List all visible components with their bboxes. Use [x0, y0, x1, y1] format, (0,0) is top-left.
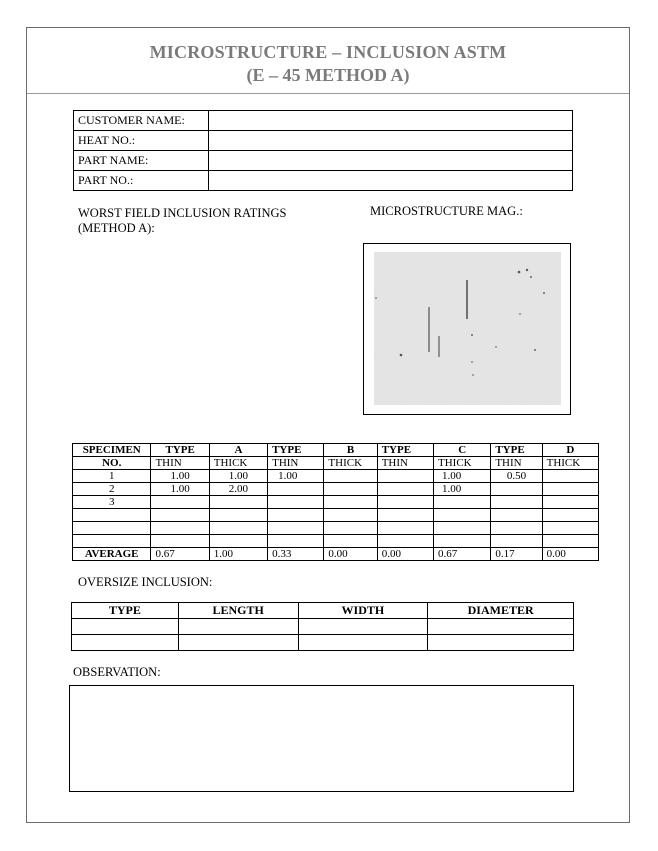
- rating-cell[interactable]: 1.00: [434, 470, 491, 483]
- type-b-label: TYPE: [268, 444, 324, 457]
- specimen-no: [73, 509, 151, 522]
- specimen-no: 2: [73, 483, 151, 496]
- average-cell: 0.67: [151, 548, 209, 561]
- rating-cell[interactable]: 1.00: [151, 470, 209, 483]
- rating-cell[interactable]: 2.00: [209, 483, 267, 496]
- average-cell: 0.33: [268, 548, 324, 561]
- sub-header: THIN: [377, 457, 433, 470]
- rating-cell[interactable]: [377, 509, 433, 522]
- microstructure-mag-label: MICROSTRUCTURE MAG.:: [370, 204, 523, 218]
- sub-header: THIN: [268, 457, 324, 470]
- oversize-diameter-header: DIAMETER: [428, 603, 574, 619]
- rating-cell[interactable]: [324, 509, 377, 522]
- rating-cell[interactable]: [151, 522, 209, 535]
- rating-cell[interactable]: [491, 483, 542, 496]
- info-row: [74, 131, 573, 151]
- rating-cell[interactable]: 1.00: [209, 470, 267, 483]
- oversize-cell[interactable]: [72, 619, 179, 635]
- sub-header: THICK: [434, 457, 491, 470]
- type-c-letter: C: [434, 444, 491, 457]
- customer-name-field[interactable]: [209, 111, 573, 131]
- customer-info-table: [73, 110, 573, 191]
- info-row: [74, 111, 573, 131]
- oversize-width-header: WIDTH: [298, 603, 428, 619]
- oversize-cell[interactable]: [72, 635, 179, 651]
- rating-cell[interactable]: [491, 509, 542, 522]
- specimen-header: SPECIMEN: [73, 444, 151, 457]
- type-a-letter: A: [209, 444, 267, 457]
- sub-header: THIN: [491, 457, 542, 470]
- oversize-cell[interactable]: [298, 619, 428, 635]
- heat-no-field[interactable]: [209, 131, 573, 151]
- info-row: [74, 171, 573, 191]
- rating-cell[interactable]: 1.00: [151, 483, 209, 496]
- average-cell: 1.00: [209, 548, 267, 561]
- rating-cell[interactable]: 1.00: [268, 470, 324, 483]
- observation-box[interactable]: [69, 685, 574, 792]
- rating-cell[interactable]: [377, 483, 433, 496]
- rating-cell[interactable]: [324, 535, 377, 548]
- worst-field-line2: (METHOD A):: [78, 221, 155, 235]
- type-c-label: TYPE: [377, 444, 433, 457]
- rating-cell[interactable]: [151, 496, 209, 509]
- microstructure-image: [364, 244, 570, 414]
- rating-cell[interactable]: [434, 496, 491, 509]
- rating-cell[interactable]: [542, 483, 598, 496]
- report-title: MICROSTRUCTURE – INCLUSION ASTM: [149, 42, 507, 62]
- rating-cell[interactable]: [542, 470, 598, 483]
- rating-cell[interactable]: [209, 535, 267, 548]
- rating-cell[interactable]: [377, 470, 433, 483]
- rating-cell[interactable]: [377, 522, 433, 535]
- specimen-no: [73, 522, 151, 535]
- observation-label: OBSERVATION:: [73, 665, 161, 679]
- rating-cell[interactable]: [209, 496, 267, 509]
- sub-header: THIN: [151, 457, 209, 470]
- average-cell: 0.00: [542, 548, 598, 561]
- rating-cell[interactable]: [268, 509, 324, 522]
- average-cell: 0.00: [324, 548, 377, 561]
- sub-header: THICK: [542, 457, 598, 470]
- sub-header: THICK: [324, 457, 377, 470]
- part-name-label: PART NAME:: [74, 151, 209, 171]
- part-name-field[interactable]: [209, 151, 573, 171]
- ratings-average-row: [73, 548, 599, 561]
- rating-cell[interactable]: [542, 496, 598, 509]
- rating-cell[interactable]: [324, 483, 377, 496]
- specimen-no: [73, 535, 151, 548]
- microstructure-image-frame: [363, 243, 571, 415]
- worst-field-label: [78, 206, 286, 236]
- oversize-cell[interactable]: [428, 635, 574, 651]
- rating-cell[interactable]: [268, 522, 324, 535]
- rating-cell[interactable]: 0.50: [491, 470, 542, 483]
- rating-cell[interactable]: [434, 509, 491, 522]
- specimen-no-header: NO.: [73, 457, 151, 470]
- info-row: [74, 151, 573, 171]
- report-header: [27, 28, 629, 94]
- average-label: AVERAGE: [73, 548, 151, 561]
- oversize-row: [72, 635, 574, 651]
- ratings-subheader-row: [73, 457, 599, 470]
- specimen-no: 3: [73, 496, 151, 509]
- worst-field-line1: WORST FIELD INCLUSION RATINGS: [78, 206, 287, 220]
- rating-cell[interactable]: 1.00: [434, 483, 491, 496]
- rating-cell[interactable]: [324, 496, 377, 509]
- rating-cell[interactable]: [377, 496, 433, 509]
- inclusion-ratings-table: [72, 443, 599, 561]
- ratings-row: [73, 535, 599, 548]
- average-cell: 0.00: [377, 548, 433, 561]
- rating-cell[interactable]: [268, 483, 324, 496]
- rating-cell[interactable]: [491, 496, 542, 509]
- type-d-label: TYPE: [491, 444, 542, 457]
- rating-cell[interactable]: [324, 470, 377, 483]
- rating-cell[interactable]: [491, 522, 542, 535]
- oversize-cell[interactable]: [428, 619, 574, 635]
- oversize-cell[interactable]: [178, 635, 298, 651]
- rating-cell[interactable]: [434, 535, 491, 548]
- oversize-row: [72, 619, 574, 635]
- rating-cell[interactable]: [542, 522, 598, 535]
- ratings-row: [73, 483, 599, 496]
- type-a-label: TYPE: [151, 444, 209, 457]
- rating-cell[interactable]: [209, 522, 267, 535]
- ratings-row: [73, 470, 599, 483]
- heat-no-label: HEAT NO.:: [74, 131, 209, 151]
- average-cell: 0.17: [491, 548, 542, 561]
- rating-cell[interactable]: [377, 535, 433, 548]
- ratings-row: [73, 496, 599, 509]
- oversize-cell[interactable]: [298, 635, 428, 651]
- rating-cell[interactable]: [268, 535, 324, 548]
- oversize-cell[interactable]: [178, 619, 298, 635]
- report-subtitle: (E – 45 METHOD A): [246, 65, 410, 85]
- oversize-type-header: TYPE: [72, 603, 179, 619]
- average-cell: 0.67: [434, 548, 491, 561]
- rating-cell[interactable]: [151, 509, 209, 522]
- ratings-row: [73, 509, 599, 522]
- sub-header: THICK: [209, 457, 267, 470]
- oversize-inclusion-label: OVERSIZE INCLUSION:: [78, 575, 213, 589]
- rating-cell[interactable]: [491, 535, 542, 548]
- ratings-type-header-row: [73, 444, 599, 457]
- part-no-label: PART NO.:: [74, 171, 209, 191]
- rating-cell[interactable]: [209, 509, 267, 522]
- ratings-row: [73, 522, 599, 535]
- type-d-letter: D: [542, 444, 598, 457]
- rating-cell[interactable]: [268, 496, 324, 509]
- oversize-inclusion-table: [71, 602, 574, 651]
- part-no-field[interactable]: [209, 171, 573, 191]
- oversize-header-row: [72, 603, 574, 619]
- rating-cell[interactable]: [151, 535, 209, 548]
- type-b-letter: B: [324, 444, 377, 457]
- specimen-no: 1: [73, 470, 151, 483]
- rating-cell[interactable]: [434, 522, 491, 535]
- rating-cell[interactable]: [324, 522, 377, 535]
- rating-cell[interactable]: [542, 535, 598, 548]
- rating-cell[interactable]: [542, 509, 598, 522]
- oversize-length-header: LENGTH: [178, 603, 298, 619]
- customer-name-label: CUSTOMER NAME:: [74, 111, 209, 131]
